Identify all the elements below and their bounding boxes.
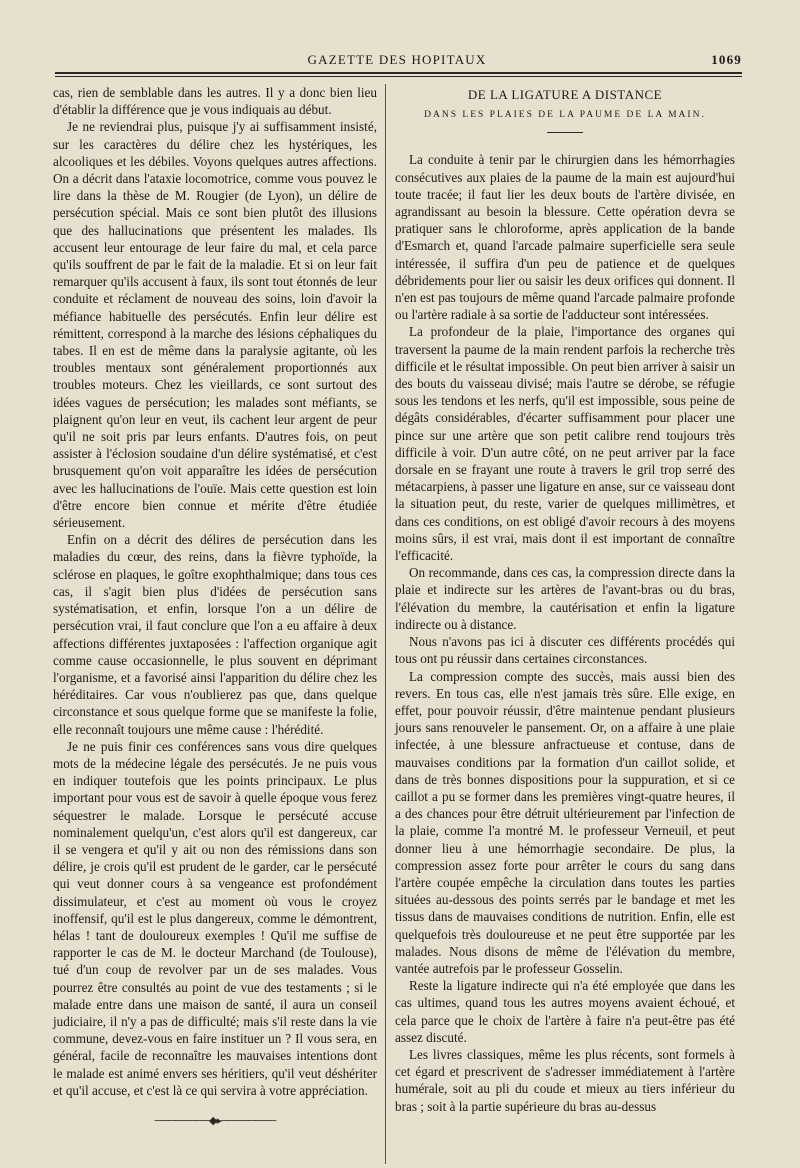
paragraph: Reste la ligature indirecte qui n'a été employée que dans les cas ultimes, quand tous les autres moyens avaient échoué, et cela parce que le choix de l'artère à faire n'a peut-être pas été assez discuté. (395, 978, 735, 1045)
paragraph: Nous n'avons pas ici à discuter ces différents procédés qui tous ont pu réussir dans certaines circonstances. (395, 634, 735, 667)
header-rule (55, 72, 742, 74)
journal-title: GAZETTE DES HOPITAUX (307, 52, 487, 67)
paragraph: Je ne puis finir ces conférences sans vous dire quelques mots de la médecine légale des persécutés. Je ne puis vous en indiquer toutefois que les points principaux. Le plus important pour vous est de savoir à quelle époque vous ferez séquestrer le malade. Lorsque le persécuté accuse nominalement quelqu'un, c'est alors qu'il est dangereux, car il se vengera et qu'il y ait ou non des rémissions dans son délire, je crois qu'il est prudent de le garder, car le persécuté qui veut donner cours à sa vengeance est profondément dissimulateur, et c'est au moment où vous le croyez inoffensif, qu'il est le plus dangereux, comme le démontrent, hélas ! tant de douloureux exemples ! Qu'il me suffise de rapporter le cas de M. le docteur Marchand (de Toulouse), tué d'un coup de revolver par un de ses malades. Vous pourrez être consultés au point de vue des testaments ; si le malade entre dans une maison de santé, il aura un conseil judiciaire, il n'y a pas de difficulté; mais s'il reste dans la vie commune, devez-vous en faire instituer un ? Il vous sera, en général, facile de reconnaître les mauvaises intentions dont le malade est animé envers ses héritiers, qu'il veut déshériter et qu'il accuse, et c'est là ce qui servira à votre appréciation. (53, 738, 377, 1098)
column-divider (385, 84, 386, 1164)
title-rule (547, 132, 583, 133)
paragraph: On recommande, dans ces cas, la compression directe dans la plaie et indirecte sur les artères de l'avant-bras ou du bras, l'élévation du membre, la cautérisation et enfin la ligature indirecte ou à distance. (395, 565, 735, 632)
paragraph: Enfin on a décrit des délires de persécution dans les maladies du cœur, des reins, dans la fièvre typhoïde, la sclérose en plaques, le goître exophthalmique; dans tous ces cas, il s'agit bien plus d'idées de persécution sans systématisation, et enfin, lorsque l'on a un délire de persécution vrai, il faut conclure que l'on a eu affaire à deux affections différentes juxtaposées : l'affection organique agit comme cause occasionnelle, le plus souvent en déprimant l'organisme, et a favorisé ainsi l'apparition du délire chez les héréditaires. Car vous n'oublierez pas que, dans quelque circonstance et sous quelque forme que se manifeste la folie, elle reconnaît toujours une même cause : l'hérédité. (53, 532, 377, 737)
right-column (395, 84, 735, 1115)
paragraph: cas, rien de semblable dans les autres. Il y a donc bien lieu d'établir la différence que je vous indiquais au début. (53, 85, 377, 118)
paragraph: La compression compte des succès, mais aussi bien des revers. En tous cas, elle n'est jamais très sûre. Elle exige, en effet, pour pouvoir réussir, d'être maintenue pendant plusieurs jours sans renouveler le pansement. Or, on a affaire à une plaie infectée, à une blessure anfractueuse et contuse, dans de mauvaises conditions par la formation d'un caillot solide, et dans de très bonnes dispositions pour la suppuration, et si ce caillot a pu se former dans les premières vingt-quatre heures, il a des chances pour être détruit ultérieurement par l'infection de la plaie, comme l'a montré M. le professeur Verneuil, et peut donner lieu à une hémorrhagie secondaire. De plus, la compression assez forte pour arrêter le cours du sang dans l'artère coupée empêche la circulation dans toutes les parties situées au-dessous des points serrés par le bandage et met les tissus dans de mauvaises conditions de nutrition. Enfin, elle est quelquefois très douloureuse et ne peut être supportée par les malades. Nous disons de même de l'élévation du membre, vantée autrefois par le professeur Gosselin. (395, 668, 735, 976)
page-number: 1069 (711, 52, 742, 67)
article-title: DE LA LIGATURE A DISTANCE (467, 87, 663, 102)
left-column (53, 84, 377, 1130)
paragraph: La profondeur de la plaie, l'importance des organes qui traversent la paume de la main rendent parfois la recherche très difficile et le résultat impossible. On peut bien arriver à saisir un des bouts du vaisseau divisé; mais l'autre se dérobe, se réfugie sous les tendons et les nerfs, qu'il est impossible, sous peine de dégâts considérables, d'écarter suffisamment pour placer une pince sur une artère que son petit calibre rend toujours très difficile à voir. D'un autre côté, on ne peut arriver par la face dorsale en se frayant une route à travers le gril trop serré des métacarpiens, à passer une ligature en anse, sur ce vaisseau dont la situation peut, du reste, varier de quelques millimètres, et dans ces conditions, on est obligé d'avoir recours à des moyens moins sûrs, il est vrai, mais dont il est important de connaître l'efficacité. (395, 324, 735, 564)
paragraph: Je ne reviendrai plus, puisque j'y ai suffisamment insisté, sur les caractères du délire chez les hystériques, les alcooliques et les débiles. Voyons quelques autres affections. On a décrit dans l'ataxie locomotrice, comme vous pouvez le lire dans la thèse de M. Rougier (de Lyon), un délire de persécution spécial. Mais ce sont bien plutôt des illusions que des hallucinations que présentent les malades. Ils accusent leur entourage de leur faire du mal, et cela parce qu'ils souffrent de par le fait de la maladie. Et si on leur fait remarquer qu'ils accusent à faux, ils sont tout étonnés de leur conduite et réclament de nouveau des soins, loin d'avoir la méfiance habituelle des persécutés. Enfin leur délire est rémittent, correspond à la marche des lésions céphaliques du tabes. Il en est de même dans la paralysie agitante, où les troubles mentaux sont généralement proportionnés aux troubles moteurs. Chez les vieillards, ce sont surtout des idées vagues de persécution; les malades sont méfiants, se plaignent qu'on leur en veut, ils cachent leur argent de peur qu'il ne soit pris par leurs enfants. D'autres fois, on peut assister à l'éclosion soudaine d'un délire systématisé, et c'est brusquement qu'on voit apparaître les idées de persécution avec les hallucinations de l'ouïe. Mais cette question est loin d'être encore bien connue et mérite d'être étudiée sérieusement. (53, 119, 377, 531)
end-ornament: ────────◆▸──────── (154, 1114, 276, 1127)
paragraph: Les livres classiques, même les plus récents, sont formels à cet égard et prescrivent de s'adresser immédiatement à l'artère humérale, soit au pli du coude et mieux au tiers inférieur du bras ; soit à la partie supérieure du bras au-dessus (395, 1046, 735, 1114)
article-subtitle: DANS LES PLAIES DE LA PAUME DE LA MAIN. (424, 110, 706, 121)
paragraph: La conduite à tenir par le chirurgien dans les hémorrhagies consécutives aux plaies de la paume de la main est aujourd'hui toute tracée; il faut lier les deux bouts de l'artère divisée, en agrandissant au besoin la blessure. Cette opération devra se pratiquer sans le chloroforme, après application de la bande d'Esmarch et, quand l'arcade palmaire superficielle sera seule intéressée, il suffira d'un peu de patience et de quelques débridements pour lier ou saisir les deux orifices qui donnent. Il n'en est pas toujours de même quand l'arcade palmaire profonde ou l'artère radiale à sa sortie de l'adducteur sont intéressées. (395, 152, 735, 323)
header-rule-thin (55, 76, 742, 77)
page-header (52, 46, 742, 74)
